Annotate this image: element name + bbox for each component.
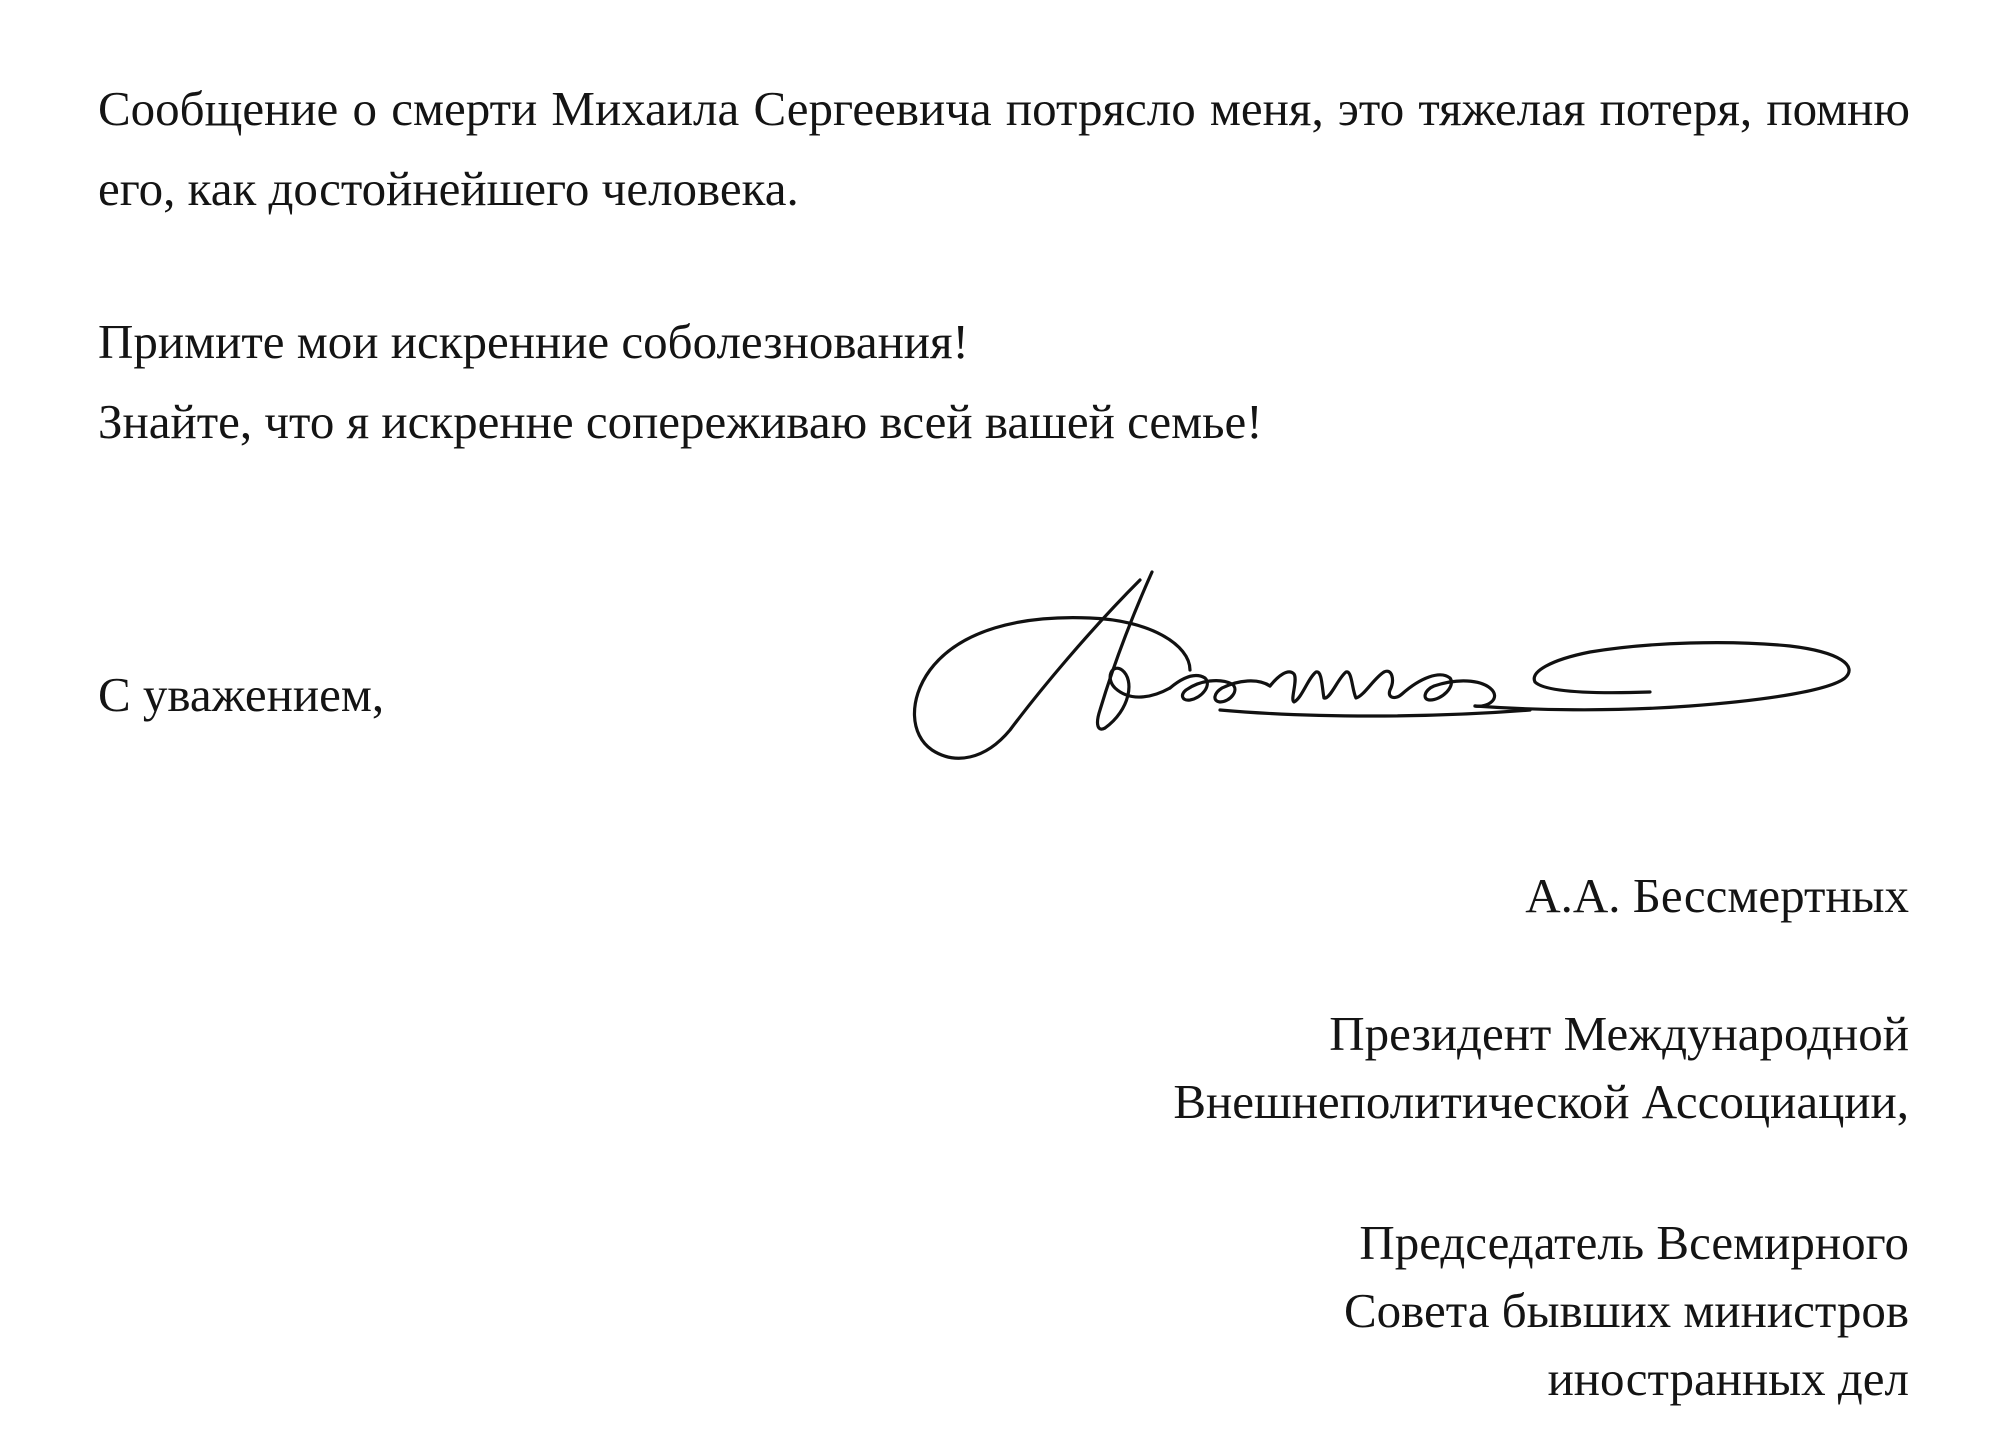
signer-title-president — [1173, 1000, 1909, 1136]
signer-title-chairman — [1344, 1209, 1909, 1413]
title-chairman-line-1: Председатель Всемирного — [1359, 1215, 1909, 1270]
title-president-line-1: Президент Международной — [1329, 1006, 1909, 1061]
signer-name: А.А. Бессмертных — [1525, 868, 1909, 923]
title-chairman-line-2: Совета бывших министров — [1343, 1283, 1909, 1338]
condolence-paragraph: Сообщение о смерти Михаила Сергеевича потрясло меня, это тяжелая потеря, помню его, как достойнейшего человека. — [98, 81, 1910, 216]
sympathy-line-2: Знайте, что я искренне сопереживаю всей вашей семье! — [98, 394, 1263, 449]
sympathy-paragraph — [98, 302, 1910, 462]
closing-salutation: С уважением, — [98, 667, 385, 722]
handwritten-signature-icon — [890, 560, 1970, 780]
title-president-line-2: Внешнеполитической Ассоциации, — [1173, 1074, 1909, 1129]
title-chairman-line-3: иностранных дел — [1547, 1351, 1909, 1406]
sympathy-line-1: Примите мои искренние соболезнования! — [98, 314, 969, 369]
